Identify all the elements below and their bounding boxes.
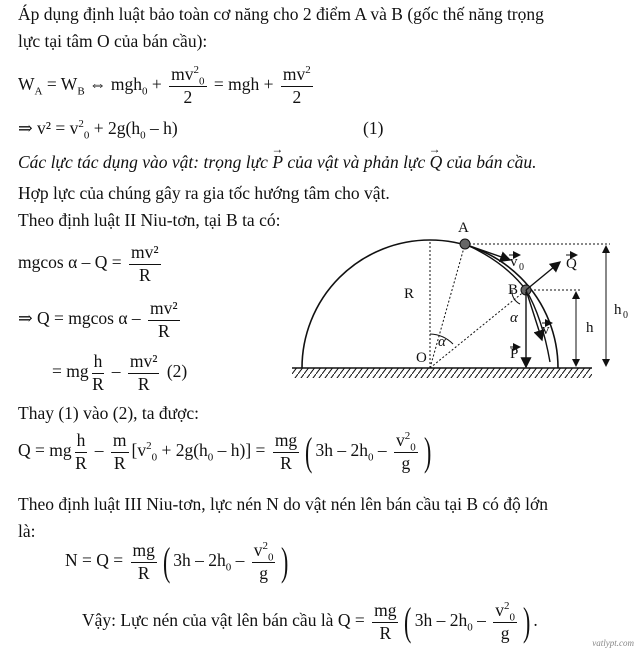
ground-hatch — [292, 368, 592, 378]
equation-tag-1: (1) — [363, 118, 384, 138]
label-h: h — [586, 320, 594, 336]
text-line-2: lực tại tâm O của bán cầu): — [18, 31, 208, 51]
label-q: Q — [566, 256, 577, 272]
equation-result: Q = mg $\frac{h}{R}$ – $\frac{m}{R}$ $[v^2_0 + 2g(h_0 - h)]$ = $\frac{mg}{R}$ ( $3h - 2h_0$ – $\frac{v^2_0}{g}$ ) — [18, 429, 432, 474]
conclusion: Vậy: Lực nén của vật lên bán cầu là Q = $\frac{mg}{R}$ ( $3h - 2h_0$ – $\frac{v^2_0}{g}$ ) . — [82, 599, 538, 644]
label-o: O — [416, 350, 427, 366]
text-line-1: Áp dụng định luật bảo toàn cơ năng cho 2 điểm A và B (gốc thế năng trọng — [18, 4, 544, 24]
equation-2: = mg $\frac{h}{R}$ – $\frac{\text{mv²}}{R}$ (2) — [52, 351, 188, 394]
text-line-7: Theo định luật III Niu-tơn, lực nén N do vật nén lên bán cầu tại B có độ lớn — [18, 494, 549, 514]
label-b: B — [508, 282, 519, 298]
svg-text:0: 0 — [519, 262, 524, 273]
text-line-5: Theo định luật II Niu-tơn, tại B ta có: — [18, 210, 281, 230]
equation-1: ⇒ $v^2 = v^2_0 + 2g(h_0 - h)$ — [18, 118, 178, 142]
equation-newton-2: mgcos α – Q = $\frac{\text{mv²}}{R}$ — [18, 242, 159, 285]
equation-n: N = Q = $\frac{mg}{R}$ ( $3h - 2h_0$ – $\frac{v^2_0}{g}$ ) — [65, 539, 289, 584]
text-line-6: Thay (1) vào (2), ta được: — [18, 403, 200, 423]
label-a: A — [458, 222, 469, 236]
svg-text:0: 0 — [623, 310, 628, 321]
equation-energy-conservation: $W_A = W_B$ ⇔ mgh$_0$ + $\frac{mv^2_0}{2}$ = mgh + $\frac{mv^2}{2}$ — [18, 64, 311, 107]
vector-v — [526, 290, 542, 340]
point-a — [460, 239, 470, 249]
label-alpha-b: α — [510, 310, 518, 326]
label-h0: h — [614, 302, 622, 318]
hemisphere-diagram — [280, 222, 636, 392]
equation-q: ⇒ Q = mgcos α – $\frac{\text{mv²}}{R}$ — [18, 298, 178, 341]
text-line-8: là: — [18, 521, 36, 541]
label-r: R — [404, 286, 415, 302]
label-v: v — [542, 322, 550, 338]
vector-q — [526, 262, 560, 290]
text-line-3: Các lực tác dụng vào vật: trọng lực → P của vật và phản lực → Q của bán cầu. — [18, 154, 537, 172]
text-line-4: Hợp lực của chúng gây ra gia tốc hướng tâm cho vật. — [18, 183, 390, 203]
label-v0: v — [510, 254, 518, 270]
watermark: vatlypt.com — [592, 638, 634, 648]
label-alpha: α — [438, 334, 446, 350]
label-p: P — [510, 346, 519, 362]
